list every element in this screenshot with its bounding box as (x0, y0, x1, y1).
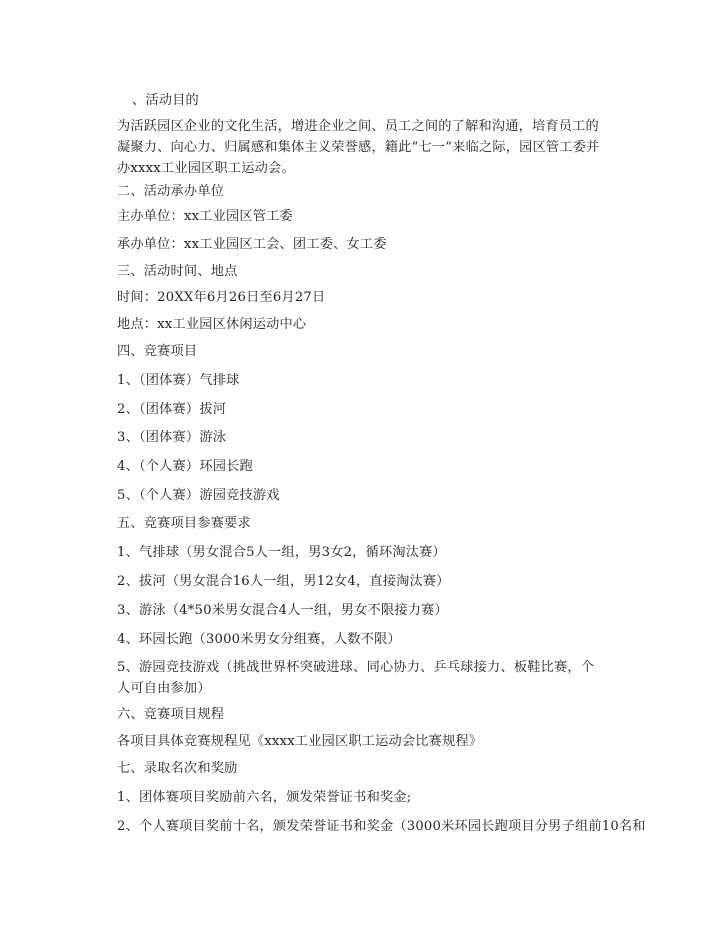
text-host-unit: 主办单位：xx工业园区管工委 (117, 209, 293, 224)
section-heading-requirements: 五、竞赛项目参赛要求 (117, 516, 251, 531)
list-item-event-3: 3、（团体赛）游泳 (117, 430, 227, 445)
list-item-requirement-2: 2、拔河（男女混合16人一组，男12女4，直接淘汰赛） (117, 574, 450, 589)
section-heading-awards: 七、录取名次和奖励 (117, 761, 238, 776)
text-organizing-unit: 承办单位：xx工业园区工会、团工委、女工委 (117, 237, 387, 252)
list-item-requirement-5: 5、游园竞技游戏（挑战世界杯突破进球、同心协力、乒乓球接力、板鞋比赛，个人可自由参加） (117, 660, 595, 696)
section-heading-purpose: 、活动目的 (132, 93, 199, 108)
section-heading-events: 四、竞赛项目 (117, 344, 198, 359)
list-item-event-1: 1、（团体赛）气排球 (117, 373, 240, 388)
text-time: 时间：20XX年6月26日至6月27日 (117, 290, 326, 305)
list-item-requirement-1: 1、气排球（男女混合5人一组，男3女2，循环淘汰赛） (117, 545, 446, 560)
list-item-event-4: 4、（个人赛）环园长跑 (117, 459, 253, 474)
list-item-requirement-3: 3、游泳（4*50米男女混合4人一组，男女不限接力赛） (117, 603, 448, 618)
section-heading-rules: 六、竞赛项目规程 (117, 707, 225, 722)
paragraph-purpose: 为活跃园区企业的文化生活，增进企业之间、员工之间的了解和沟通，培育员工的凝聚力、向心力、归属感和集体主义荣誉感，籍此“七一”来临之际，园区管工委并办xxxx工业园区职工运动会。 (117, 119, 600, 176)
text-place: 地点：xx工业园区休闲运动中心 (117, 317, 307, 332)
list-item-award-1: 1、团体赛项目奖励前六名，颁发荣誉证书和奖金; (117, 790, 412, 805)
list-item-award-2: 2、个人赛项目奖前十名，颁发荣誉证书和奖金（3000米环园长跑项目分男子组前10名和 (117, 819, 646, 834)
list-item-requirement-4: 4、环园长跑（3000米男女分组赛，人数不限） (117, 632, 401, 647)
text-rules: 各项目具体竞赛规程见《xxxx工业园区职工运动会比赛规程》 (117, 734, 483, 749)
list-item-event-5: 5、（个人赛）游园竞技游戏 (117, 488, 280, 503)
list-item-event-2: 2、（团体赛）拔河 (117, 402, 227, 417)
section-heading-time-place: 三、活动时间、地点 (117, 264, 238, 279)
section-heading-organizers: 二、活动承办单位 (117, 184, 225, 199)
